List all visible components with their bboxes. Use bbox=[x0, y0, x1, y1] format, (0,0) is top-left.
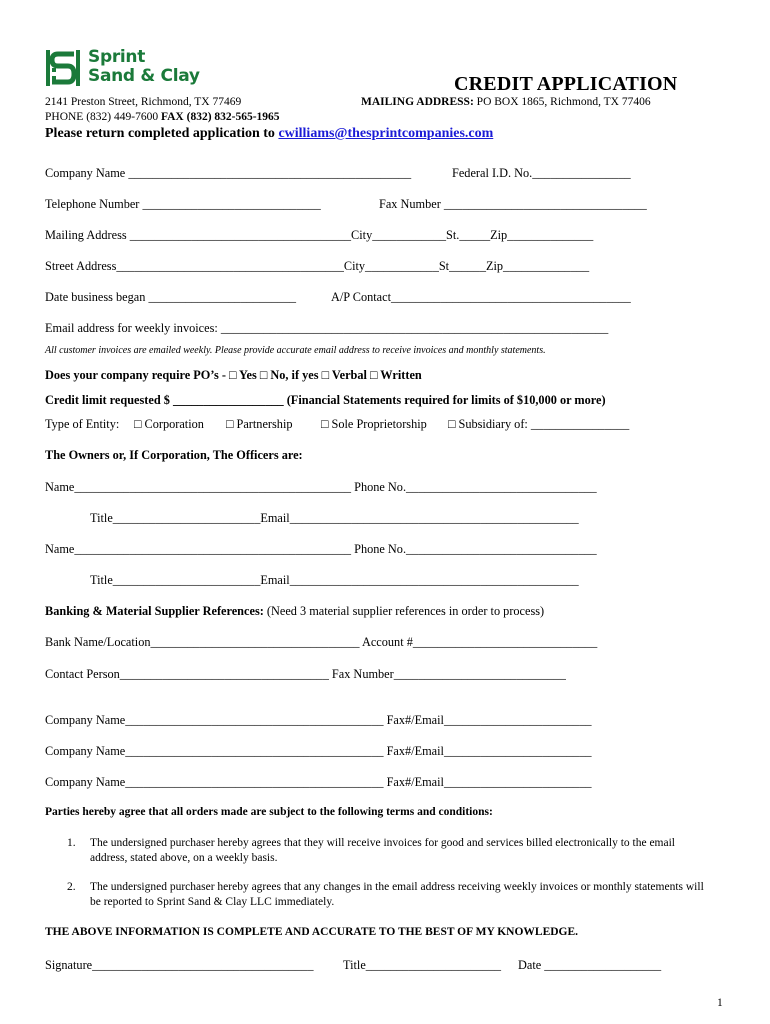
term1-number: 1. bbox=[67, 837, 76, 849]
contact-person-field[interactable]: Contact Person__________________________________ Fax Number____________________________ bbox=[45, 667, 566, 681]
company-name-field[interactable]: Company Name ______________________________________________ bbox=[45, 166, 412, 180]
references-note: (Need 3 material supplier references in order to process) bbox=[263, 604, 545, 618]
logo-line2: Sand & Clay bbox=[88, 66, 200, 86]
telephone-field[interactable]: Telephone Number _____________________________ bbox=[45, 197, 321, 211]
date-began-field[interactable]: Date business began ________________________ bbox=[45, 290, 297, 304]
return-email-link[interactable]: cwilliams@thesprintcompanies.com bbox=[278, 126, 494, 141]
term1-text: The undersigned purchaser hereby agrees that they will receive invoices for good and services billed electronically to the email address, stated above, on a weekly basis. bbox=[90, 837, 675, 864]
mailing-value: PO BOX 1865, Richmond, TX 77406 bbox=[473, 96, 651, 108]
bank-name-field[interactable]: Bank Name/Location__________________________________ Account #______________________________ bbox=[45, 635, 598, 649]
street-address-field[interactable]: Street Address_____________________________________City____________St______Zip______________ bbox=[45, 259, 590, 273]
email-weekly-field[interactable]: Email address for weekly invoices: _______________________________________________________________ bbox=[45, 321, 609, 335]
company-address: 2141 Preston Street, Richmond, TX 77469 bbox=[45, 96, 242, 108]
entity-label: Type of Entity: bbox=[45, 417, 120, 431]
owner2-title-field[interactable]: Title________________________Email_______________________________________________ bbox=[90, 573, 579, 587]
owner1-title-field[interactable]: Title________________________Email_______________________________________________ bbox=[90, 511, 579, 525]
return-text: Please return completed application to bbox=[45, 126, 279, 141]
company-phone: PHONE (832) 449-7600 bbox=[45, 111, 161, 123]
mailing-address-field[interactable]: Mailing Address ____________________________________City____________St._____Zip______________ bbox=[45, 228, 594, 242]
supplier-company1-field[interactable]: Company Name__________________________________________ Fax#/Email________________________ bbox=[45, 713, 592, 727]
term2-number: 2. bbox=[67, 881, 76, 893]
logo-line1: Sprint bbox=[88, 47, 146, 67]
term2-text: The undersigned purchaser hereby agrees that any changes in the email address receiving weekly invoices or monthly statements will be reported to Sprint Sand & Clay LLC immediately. bbox=[90, 881, 704, 908]
company-phone-fax bbox=[45, 111, 280, 123]
signature-date-field[interactable]: Date ___________________ bbox=[518, 958, 662, 972]
email-note: All customer invoices are emailed weekly. Please provide accurate email address to receive invoices and monthly statements. bbox=[45, 345, 546, 356]
owner2-name-field[interactable]: Name_____________________________________________ Phone No._______________________________ bbox=[45, 542, 597, 556]
supplier-company3-field[interactable]: Company Name__________________________________________ Fax#/Email________________________ bbox=[45, 775, 592, 789]
supplier-company2-field[interactable]: Company Name__________________________________________ Fax#/Email________________________ bbox=[45, 744, 592, 758]
certification-statement: THE ABOVE INFORMATION IS COMPLETE AND ACCURATE TO THE BEST OF MY KNOWLEDGE. bbox=[45, 926, 579, 938]
owners-heading: The Owners or, If Corporation, The Officers are: bbox=[45, 448, 303, 462]
federal-id-field[interactable]: Federal I.D. No.________________ bbox=[452, 166, 631, 180]
company-logo bbox=[44, 46, 216, 90]
entity-sole-checkbox[interactable]: □ Sole Proprietorship bbox=[321, 417, 427, 431]
references-heading-label: Banking & Material Supplier References: bbox=[45, 604, 264, 618]
return-instruction bbox=[45, 126, 493, 142]
mailing-label: MAILING ADDRESS: bbox=[361, 96, 474, 108]
page-title: CREDIT APPLICATION bbox=[454, 73, 678, 95]
entity-corporation-checkbox[interactable]: □ Corporation bbox=[134, 417, 204, 431]
ap-contact-field[interactable]: A/P Contact_______________________________________ bbox=[331, 290, 631, 304]
owner1-name-field[interactable]: Name_____________________________________________ Phone No._______________________________ bbox=[45, 480, 597, 494]
signature-title-field[interactable]: Title______________________ bbox=[343, 958, 502, 972]
sprint-s-logo-icon bbox=[44, 48, 82, 88]
po-question[interactable]: Does your company require PO’s - □ Yes □ No, if yes □ Verbal □ Written bbox=[45, 368, 422, 382]
entity-subsidiary-checkbox[interactable]: □ Subsidiary of: ________________ bbox=[448, 417, 630, 431]
entity-partnership-checkbox[interactable]: □ Partnership bbox=[226, 417, 293, 431]
terms-heading: Parties hereby agree that all orders made are subject to the following terms and conditions: bbox=[45, 806, 493, 818]
references-heading bbox=[45, 604, 544, 619]
signature-field[interactable]: Signature____________________________________ bbox=[45, 958, 314, 972]
mailing-address bbox=[361, 96, 651, 108]
credit-limit-field[interactable]: Credit limit requested $ __________________ (Financial Statements required for limits of $10,000 or more) bbox=[45, 393, 606, 407]
fax-number-field[interactable]: Fax Number _________________________________ bbox=[379, 197, 647, 211]
page-number: 1 bbox=[717, 997, 723, 1009]
company-fax: FAX (832) 832-565-1965 bbox=[160, 111, 280, 123]
